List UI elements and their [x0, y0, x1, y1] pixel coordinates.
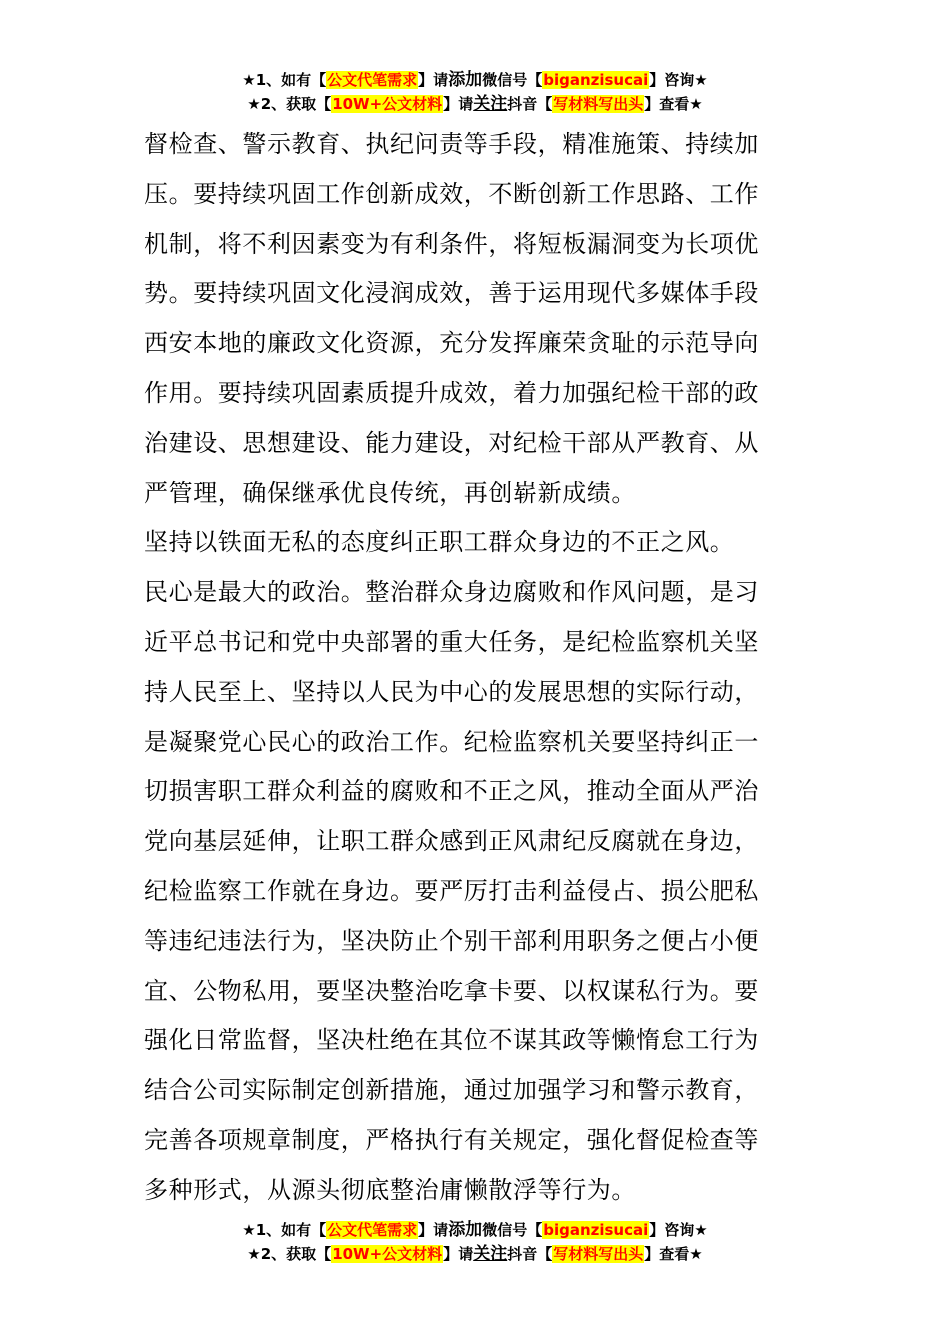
bottom-banner [0, 1218, 950, 1266]
body-line: 西安本地的廉政文化资源，充分发挥廉荣贪耻的示范导向 [144, 329, 759, 358]
top-banner [0, 68, 950, 116]
body-line: 机制，将不利因素变为有利条件，将短板漏洞变为长项优 [144, 229, 759, 258]
banner-highlight-materials: 10W+公文材料 [332, 1245, 443, 1263]
banner-text: 】查看★ [644, 95, 703, 113]
body-line: 等违纪违法行为，坚决防止个别干部利用职务之便占小便 [144, 926, 759, 955]
banner-text: 】查看★ [644, 1245, 703, 1263]
banner-text: ★1、如有【 [242, 1221, 327, 1239]
top-banner-line-1 [0, 68, 950, 92]
banner-highlight-douyin: 写材料写出头 [553, 95, 644, 113]
banner-text: 抖音【 [507, 95, 553, 113]
banner-text: 】请 [443, 1245, 474, 1263]
banner-highlight-wechat-id: biganzisucai [543, 71, 649, 89]
bottom-banner-line-2 [0, 1242, 950, 1266]
banner-text-follow: 关注 [473, 94, 508, 114]
body-line: 势。要持续巩固文化浸润成效，善于运用现代多媒体手段 [144, 279, 759, 308]
body-line: 严管理，确保继承优良传统，再创崭新成绩。 [144, 478, 636, 507]
banner-text: ★1、如有【 [242, 71, 327, 89]
body-line: 完善各项规章制度，严格执行有关规定，强化督促检查等 [144, 1125, 759, 1154]
body-line: 切损害职工群众利益的腐败和不正之风，推动全面从严治 [144, 777, 759, 806]
banner-text: ★2、获取【 [247, 1245, 332, 1263]
banner-text: 】请 [418, 71, 449, 89]
banner-text: 抖音【 [507, 1245, 553, 1263]
body-line: 近平总书记和党中央部署的重大任务，是纪检监察机关坚 [144, 627, 759, 656]
banner-text: 微信号【 [482, 1221, 543, 1239]
banner-highlight-douyin: 写材料写出头 [553, 1245, 644, 1263]
banner-text-add: 添加 [448, 1220, 483, 1240]
banner-highlight-materials: 10W+公文材料 [332, 95, 443, 113]
bottom-banner-line-1 [0, 1218, 950, 1242]
banner-text-follow: 关注 [473, 1244, 508, 1264]
body-line: 督检查、警示教育、执纪问责等手段，精准施策、持续加 [144, 130, 759, 158]
banner-highlight-wechat-id: biganzisucai [543, 1221, 649, 1239]
banner-text: 】请 [443, 95, 474, 113]
banner-text: 】咨询★ [649, 1221, 708, 1239]
banner-highlight-ghostwriting: 公文代笔需求 [327, 1221, 418, 1239]
body-line: 持人民至上、坚持以人民为中心的发展思想的实际行动， [144, 677, 759, 706]
body-line: 压。要持续巩固工作创新成效，不断创新工作思路、工作 [144, 179, 759, 208]
body-line: 结合公司实际制定创新措施，通过加强学习和警示教育， [144, 1076, 759, 1105]
body-line: 纪检监察工作就在身边。要严厉打击利益侵占、损公肥私 [144, 876, 759, 905]
banner-text-add: 添加 [448, 70, 483, 90]
banner-text: ★2、获取【 [247, 95, 332, 113]
body-line: 党向基层延伸，让职工群众感到正风肃纪反腐就在身边， [144, 827, 759, 856]
body-line: 民心是最大的政治。整治群众身边腐败和作风问题，是习 [144, 578, 759, 607]
body-line: 治建设、思想建设、能力建设，对纪检干部从严教育、从 [144, 428, 759, 457]
top-banner-line-2 [0, 92, 950, 116]
body-line: 强化日常监督，坚决杜绝在其位不谋其政等懒惰怠工行为 [144, 1026, 759, 1055]
body-line: 作用。要持续巩固素质提升成效，着力加强纪检干部的政 [144, 378, 759, 407]
document-body [144, 120, 816, 1216]
body-line: 宜、公物私用，要坚决整治吃拿卡要、以权谋私行为。要 [144, 976, 759, 1005]
banner-text: 微信号【 [482, 71, 543, 89]
section-heading: 坚持以铁面无私的态度纠正职工群众身边的不正之风。 [144, 528, 735, 557]
banner-text: 】咨询★ [649, 71, 708, 89]
body-line: 多种形式，从源头彻底整治庸懒散浮等行为。 [144, 1175, 636, 1204]
banner-text: 】请 [418, 1221, 449, 1239]
body-line: 是凝聚党心民心的政治工作。纪检监察机关要坚持纠正一 [144, 727, 759, 756]
banner-highlight-ghostwriting: 公文代笔需求 [327, 71, 418, 89]
